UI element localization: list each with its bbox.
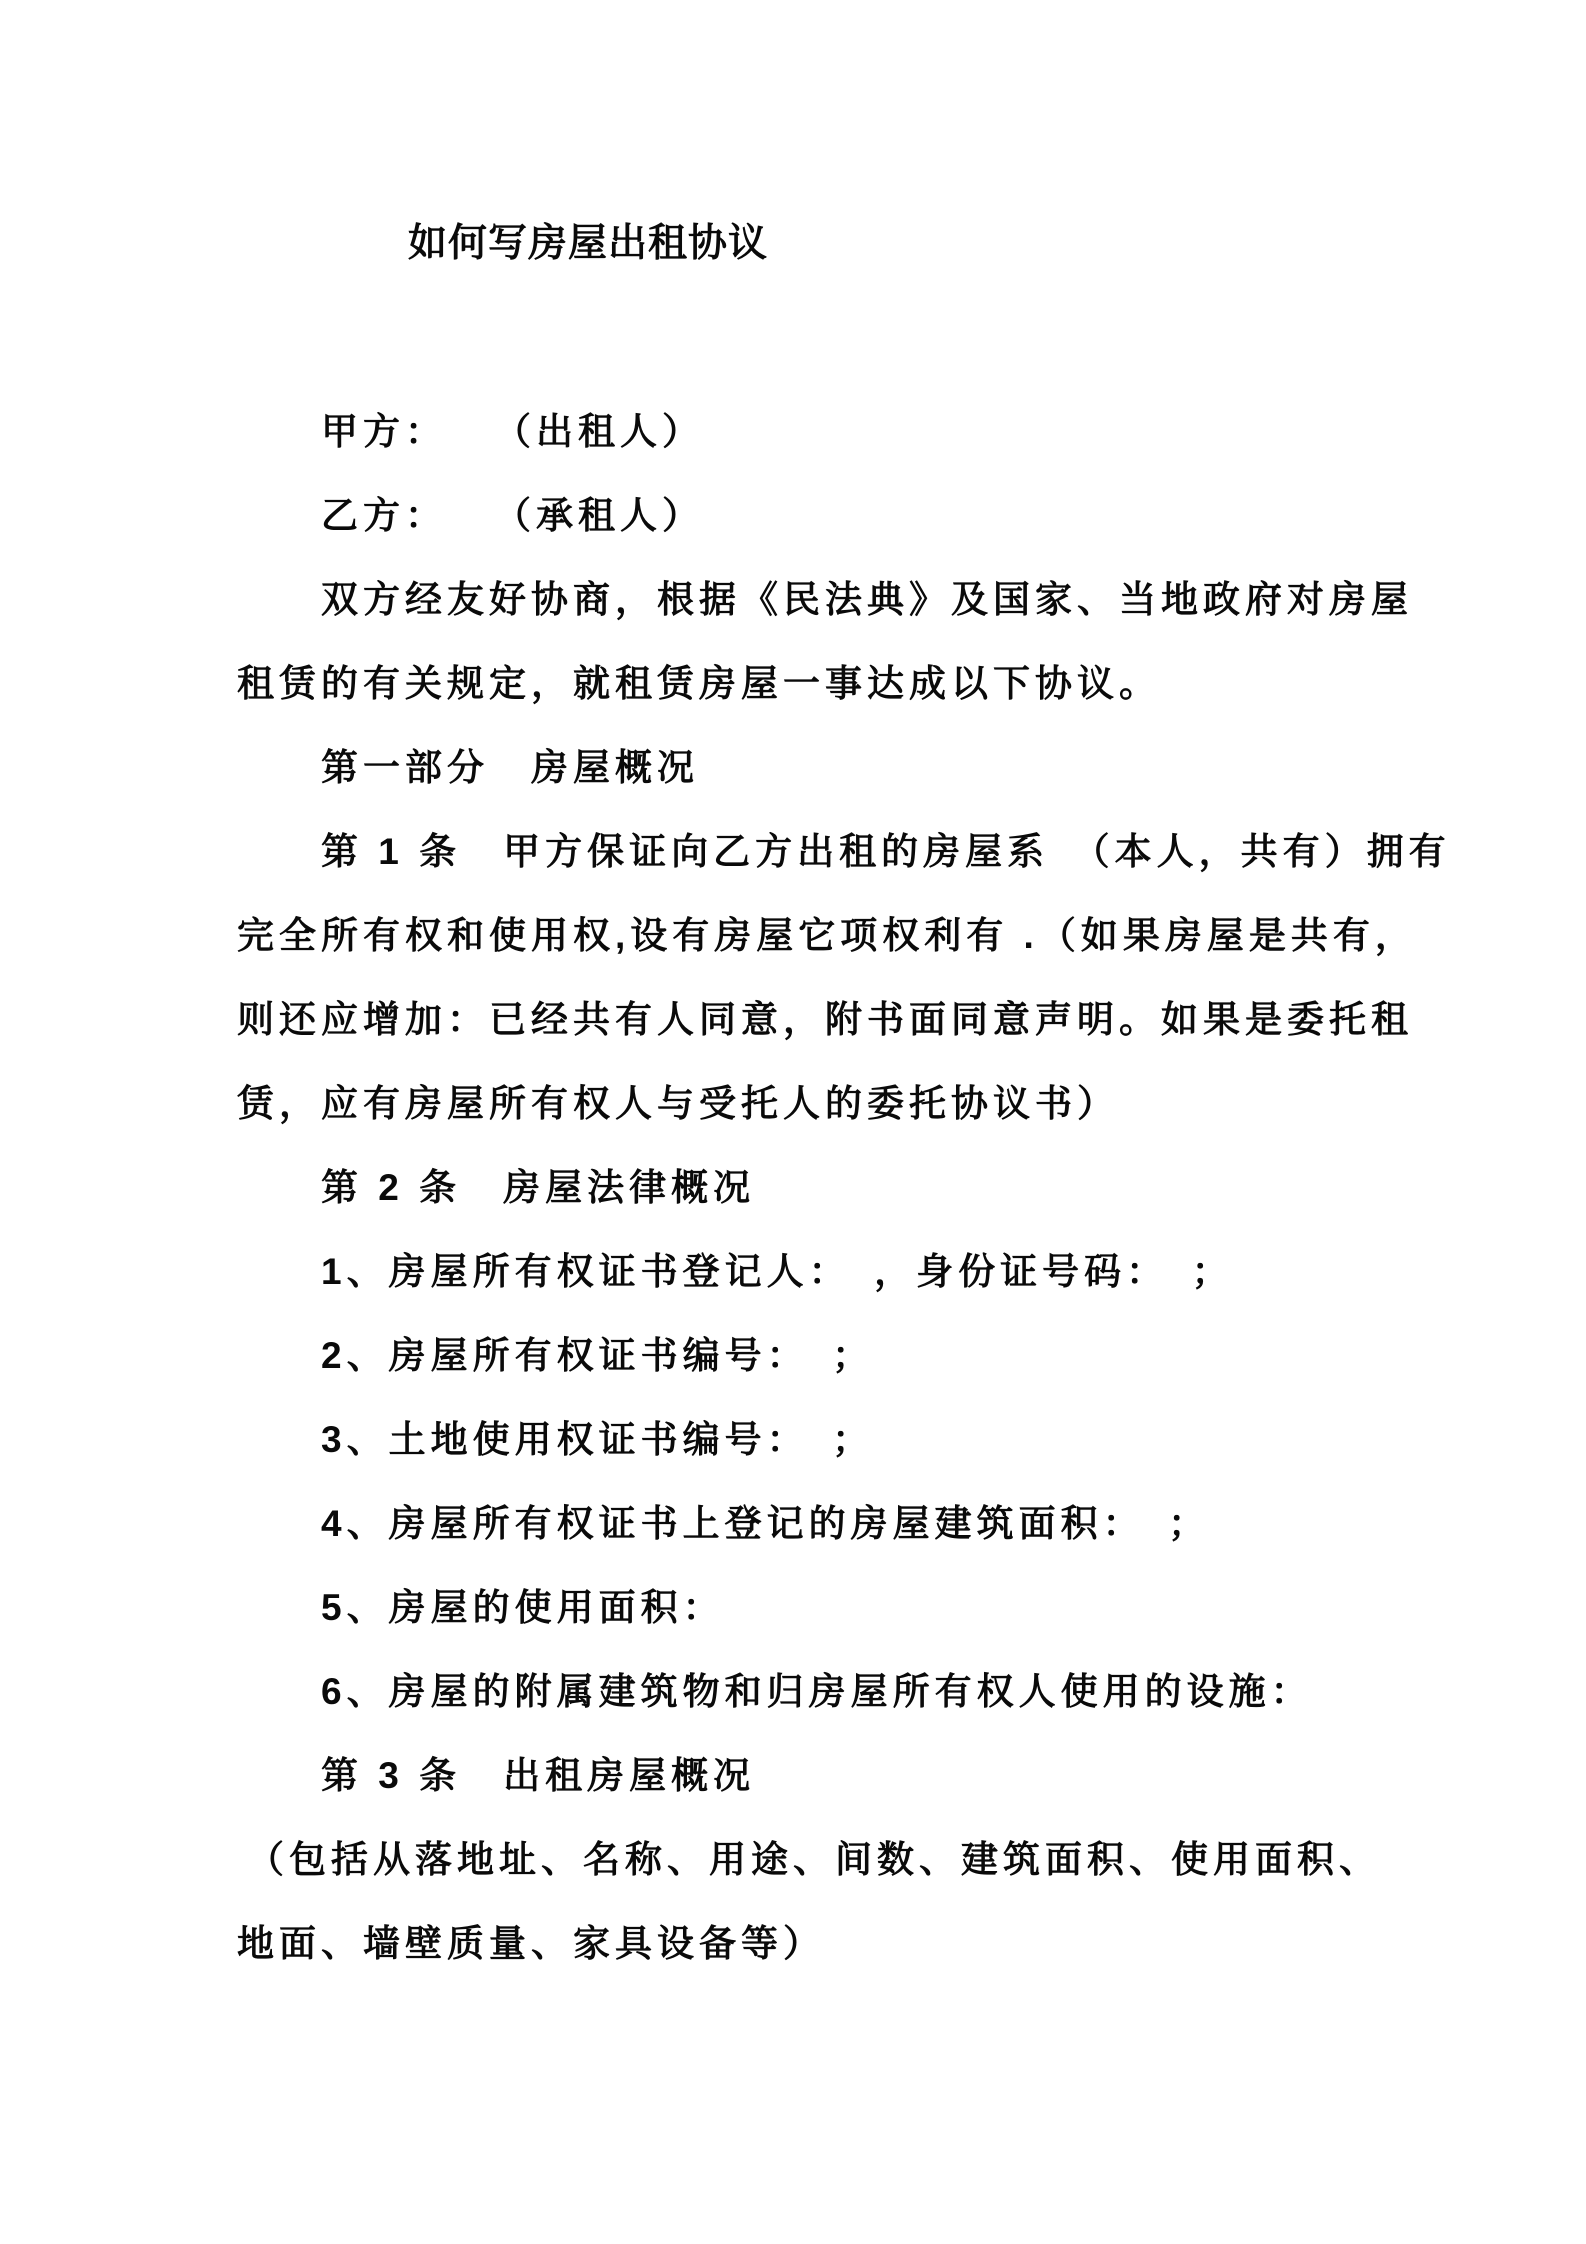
line-item-5: 5、房屋的使用面积： bbox=[321, 1587, 725, 1628]
line-article3-note-1: （包括从落地址、名称、用途、间数、建筑面积、使用面积、 bbox=[247, 1839, 1381, 1880]
line-party-a: 甲方： （出租人） bbox=[321, 411, 704, 452]
line-article1-2: 完全所有权和使用权,设有房屋它项权利有 .（如果房屋是共有， bbox=[237, 915, 1417, 956]
line-part1-heading: 第一部分 房屋概况 bbox=[321, 747, 699, 788]
line-article1-4: 赁，应有房屋所有权人与受托人的委托协议书） bbox=[237, 1083, 1119, 1124]
line-article1-1: 第 1 条 甲方保证向乙方出租的房屋系 （本人，共有）拥有 bbox=[321, 831, 1451, 872]
document-body bbox=[237, 390, 1451, 1986]
line-preamble-1: 双方经友好协商，根据《民法典》及国家、当地政府对房屋 bbox=[321, 579, 1413, 620]
line-article1-3: 则还应增加：已经共有人同意，附书面同意声明。如果是委托租 bbox=[237, 999, 1413, 1040]
line-item-4: 4、房屋所有权证书上登记的房屋建筑面积： ； bbox=[321, 1503, 1211, 1544]
line-article3-note-2: 地面、墙壁质量、家具设备等） bbox=[237, 1923, 825, 1964]
line-party-b: 乙方： （承租人） bbox=[321, 495, 704, 536]
line-item-6: 6、房屋的附属建筑物和归房屋所有权人使用的设施： bbox=[321, 1671, 1313, 1712]
line-preamble-2: 租赁的有关规定，就租赁房屋一事达成以下协议。 bbox=[237, 663, 1161, 704]
line-item-1: 1、房屋所有权证书登记人： ，身份证号码： ； bbox=[321, 1251, 1234, 1292]
document-title: 如何写房屋出租协议 bbox=[407, 222, 768, 265]
line-article2-heading: 第 2 条 房屋法律概况 bbox=[321, 1167, 756, 1208]
line-item-3: 3、土地使用权证书编号： ； bbox=[321, 1419, 875, 1460]
line-article3-heading: 第 3 条 出租房屋概况 bbox=[321, 1755, 756, 1796]
line-item-2: 2、房屋所有权证书编号： ； bbox=[321, 1335, 875, 1376]
